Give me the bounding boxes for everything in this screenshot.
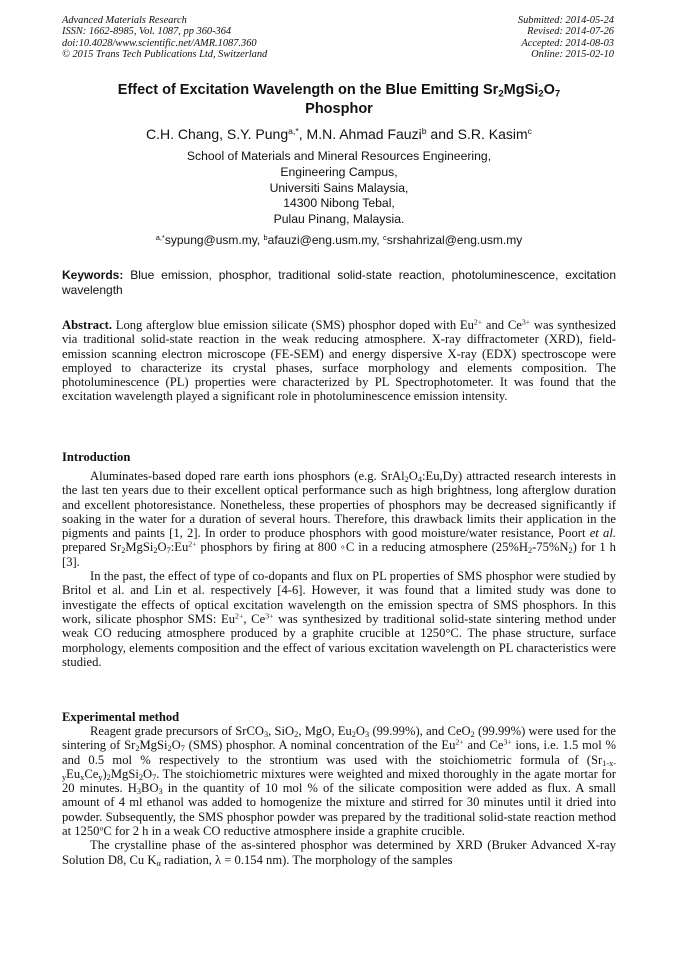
keywords-text: Blue emission, phosphor, traditional solid-state reaction, photoluminescence, excitation wavelength	[62, 268, 616, 297]
experimental-section	[62, 724, 616, 867]
issn-line: ISSN: 1662-8985, Vol. 1087, pp 360-364	[62, 26, 232, 38]
paper-title: Effect of Excitation Wavelength on the Blue Emitting $Sr_2MgSi_2O_7$ Phosphor	[117, 82, 561, 117]
paragraph: Reagent grade precursors of SrCO$_3$, SiO$_2$, MgO, $Eu_2O_3$ (99.99%), and CeO$_2$ (99.99%) were used for the sintering of $Sr_2MgSi_2O_7$ (SMS) phosphor. A nominal concentration of the $Eu^{2+}$ and $Ce^{3+}$ ions, i.e. 1.5 mol % and 0.5 mol % respectively to the strontium was used with the stoichiometric formula of $(Sr_{1-x-y}Eu_xCe_y)_2MgSi_2O_7$. The stoichiometric mixtures were weighted and mixed thoroughly in the agate mortar for 20 minutes. $H_3BO_3$ in the quantity of 10 mol % of the silicate composition were added as flux. A small amount of 4 ml ethanol was added to homogenize the mixture and stirred for 30 minutes until it dried into powder. Subsequently, the SMS phosphor powder was prepared by the traditional solid-state reaction method at 1250$^o$C for 2 h in a weak CO reductive atmosphere inside a graphite crucible.	[62, 724, 616, 839]
affiliation-line: 14300 Nibong Tebal,	[283, 196, 395, 211]
copyright-line: © 2015 Trans Tech Publications Ltd, Switzerland	[62, 48, 268, 60]
paragraph: In the past, the effect of type of co-dopants and flux on PL properties of SMS phosphor were studied by Britol et al. and Lin et al. respectively [4-6]. However, it was found that a limited study was done to investigate the effects of optical excitation wavelength on the emission spectra of SMS phosphors. In this work, silicate phosphor SMS: $Eu^{2+}$, $Ce^{3+}$ was synthesized by traditional solid-state sintering method under weak CO reducing atmosphere produced by a graphite crucible at 1250°C. The phase structure, surface morphology, elements composition and the effect of various excitation wavelength on PL characteristics were studied.	[62, 569, 616, 669]
paragraph: Aluminates-based doped rare earth ions phosphors (e.g. $SrAl_2O_4:Eu,Dy$) attracted research interests in the last ten years due to their excellent optical performance such as high brightness, long afterglow duration and excellent photoresistance. Nonetheless, these properties of phosphors may be decreased significantly if soaking in the water for a duration of several hours. Therefore, this drawback limits their application in the pigments and paints [1, 2]. In order to produce phosphors with good moisture/water resistance, Poort et al. prepared $Sr_2MgSi_2O_7:Eu^{2+}$ phosphors by firing at 800 ◦C in a reducing atmosphere $(25\%H_2-75\%N_2)$ for 1 h [3].	[62, 469, 617, 569]
affiliation-line: Universiti Sains Malaysia,	[269, 180, 409, 195]
abstract-label: Abstract.	[62, 318, 113, 332]
online-date: Online: 2015-02-10	[531, 48, 614, 60]
revised-date: Revised: 2014-07-26	[527, 26, 614, 38]
introduction-heading: Introduction	[62, 450, 131, 464]
email-line: $^{a,*}$sypung@usm.my, $^b$afauzi@eng.usm.my, $^c$srshahrizal@eng.usm.my	[155, 232, 523, 247]
paragraph: The crystalline phase of the as-sintered phosphor was determined by XRD (Bruker Advanced X-ray Solution D8, Cu $K_\alpha$ radiation, λ = 0.154 nm). The morphology of the samples	[62, 838, 616, 868]
doi-line: doi:10.4028/www.scientific.net/AMR.1087.360	[62, 37, 257, 49]
introduction-section	[62, 469, 616, 669]
experimental-heading: Experimental method	[62, 710, 180, 724]
submitted-date: Submitted: 2014-05-24	[517, 15, 614, 26]
keywords-label: Keywords:	[62, 268, 124, 282]
keywords-block	[62, 268, 616, 298]
affiliation-line: School of Materials and Mineral Resources Engineering,	[186, 149, 492, 163]
journal-meta	[62, 15, 267, 60]
accepted-date: Accepted: 2014-08-03	[521, 37, 614, 49]
author-list: C.H. Chang, S.Y. Pung$^{a,*}$, M.N. Ahmad Fauzi$^b$ and S.R. Kasim$^c$	[145, 126, 533, 142]
abstract-block: Abstract. Long afterglow blue emission silicate (SMS) phosphor doped with $Eu^{2+}$ and $Ce^{3+}$ was synthesized via traditional solid-state reaction in the weak reducing atmosphere. X-ray diffractometer (XRD), field-emission scanning electron microscope (FE-SEM) and energy dispersive X-ray (EDX) spectroscope were employed to characterize its crystal phases, surface morphology and elements composition. The photoluminescence (PL) properties were characterized by PL Spectrophotometer. It was found that the excitation wavelength played a significant role in photoluminescence emission intensity.	[62, 317, 616, 404]
journal-name: Advanced Materials Research	[62, 15, 187, 26]
affiliation-line: Engineering Campus,	[280, 164, 398, 179]
dates-meta	[518, 15, 614, 60]
affiliation-line: Pulau Pinang, Malaysia.	[273, 212, 405, 227]
affiliation-block	[62, 149, 616, 228]
